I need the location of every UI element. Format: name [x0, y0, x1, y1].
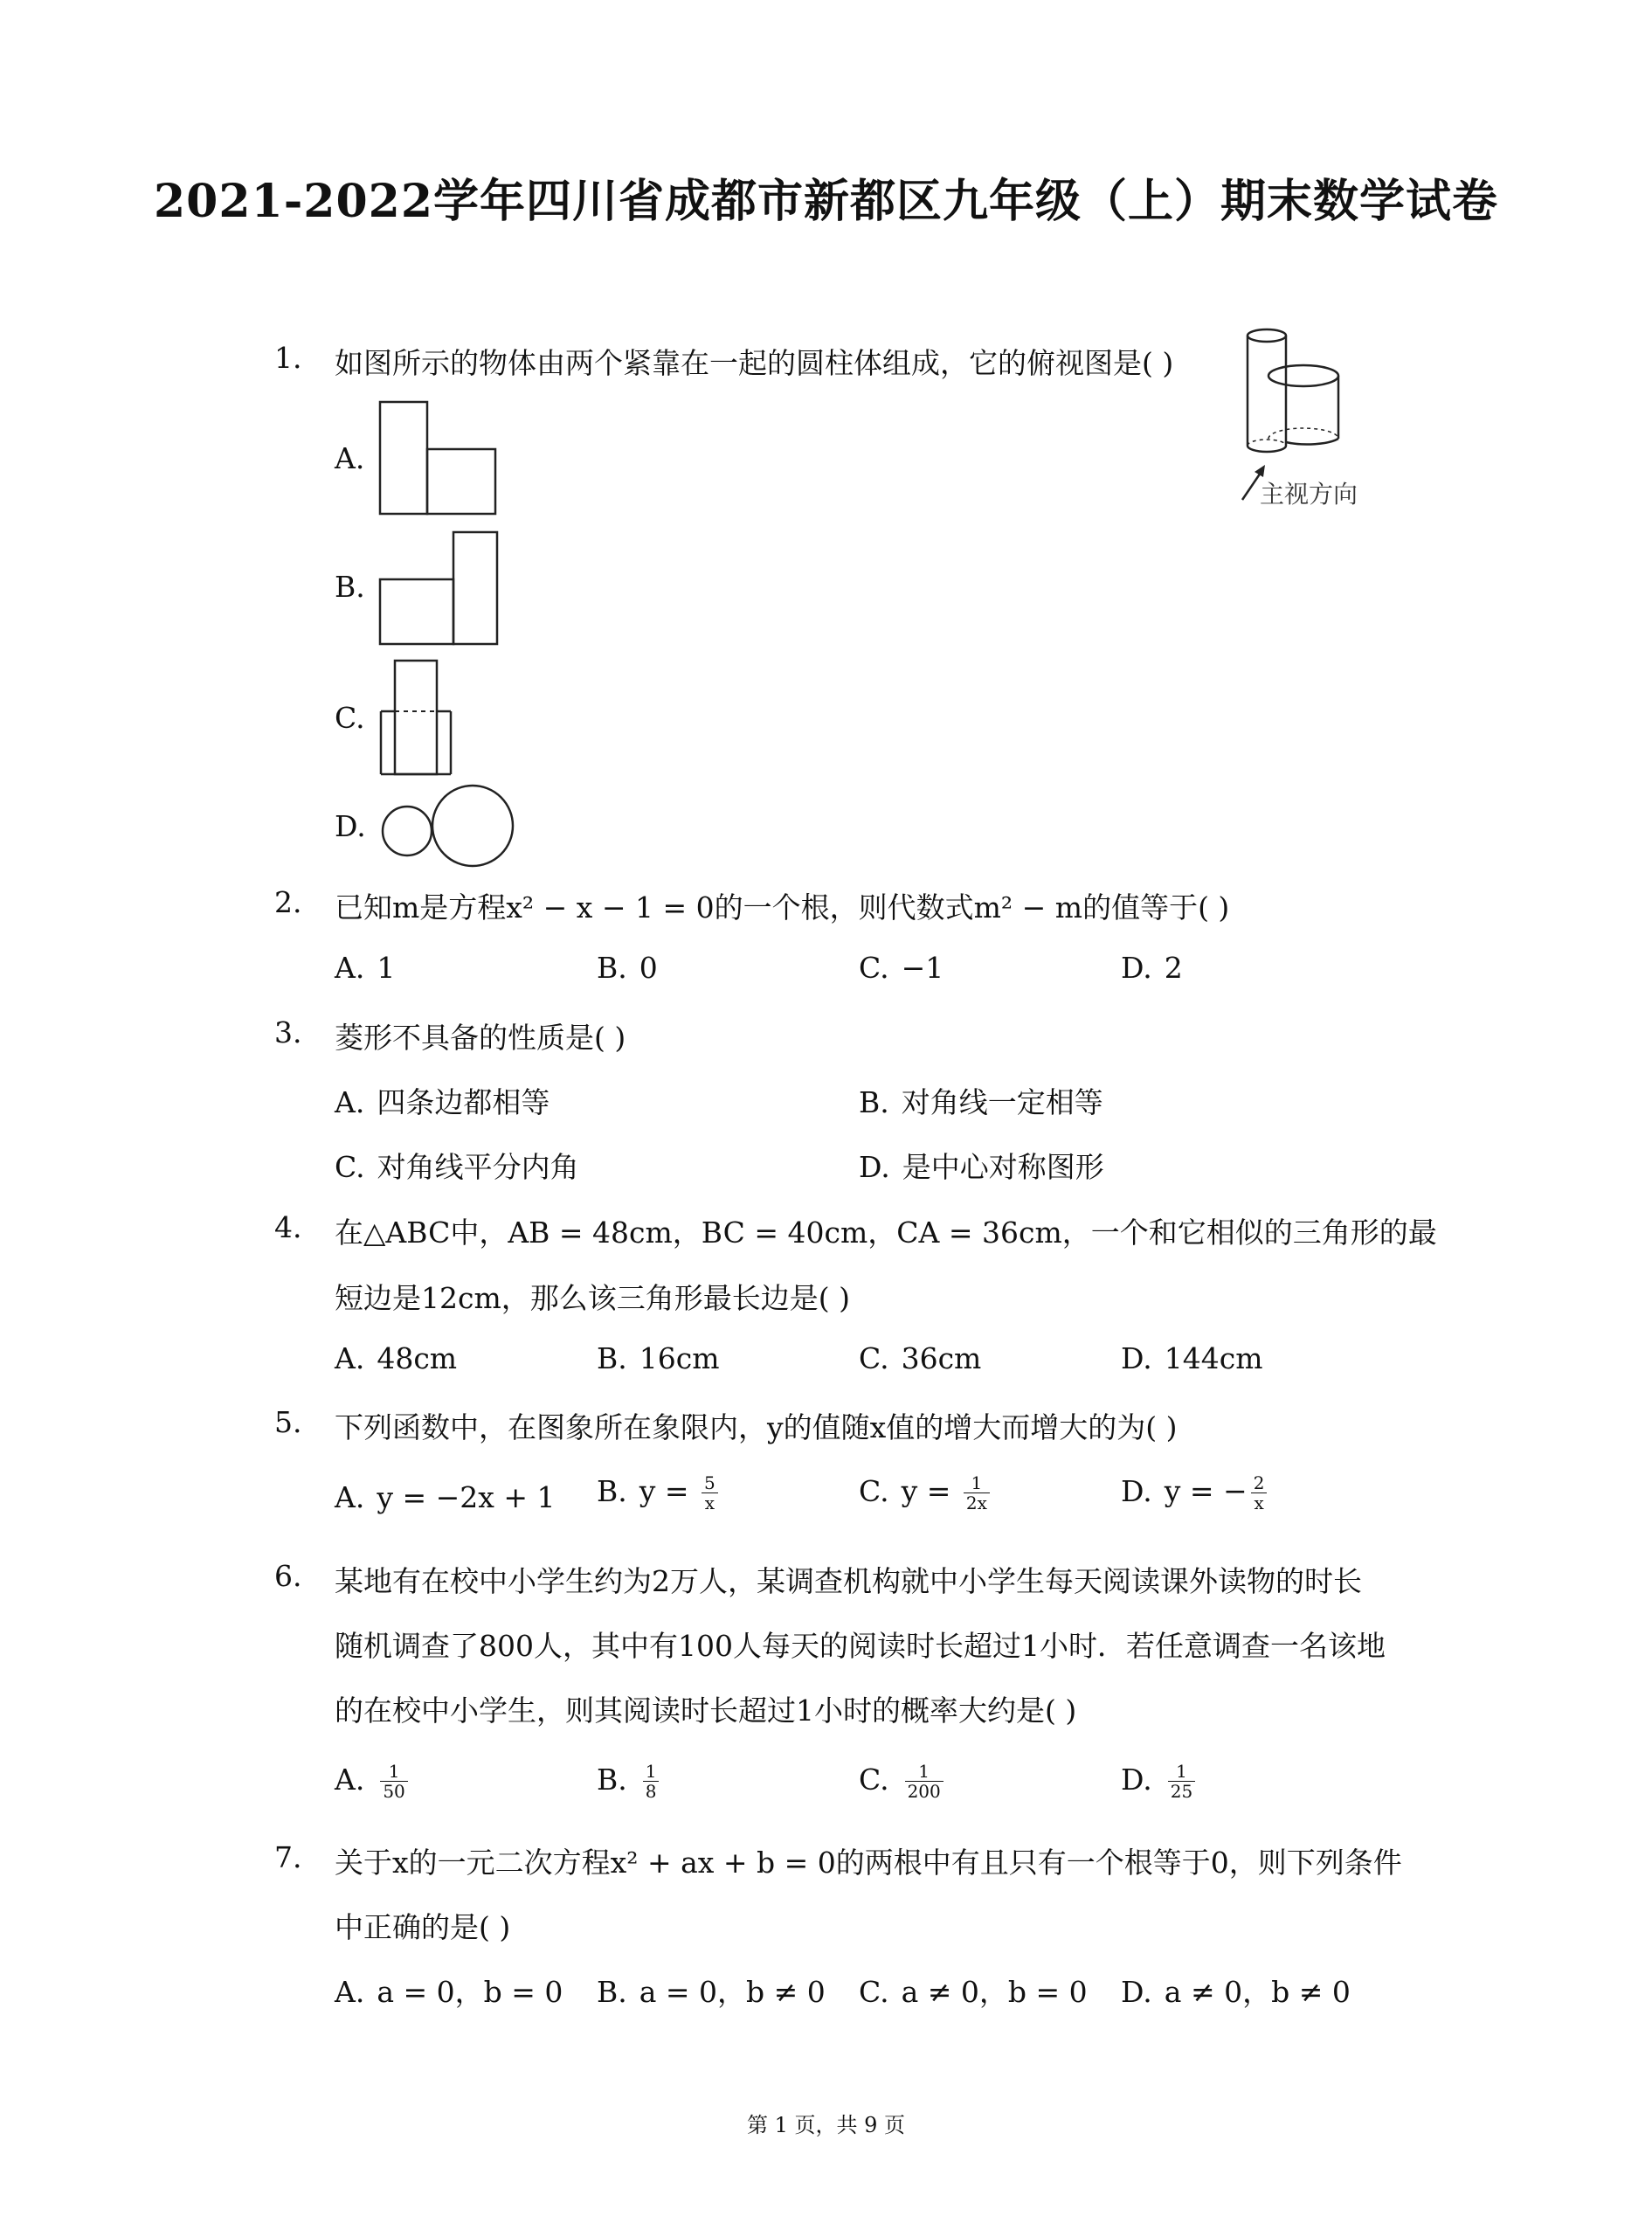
question-5-stem: 下列函数中，在图象所在象限内，y的值随x值的增大而增大的为( ) — [335, 1410, 1178, 1444]
question-4-option-c: C. 36cm — [859, 1341, 982, 1375]
question-4-option-a: A. 48cm — [335, 1341, 458, 1375]
fraction: $\frac{2}{x}$ — [1251, 1473, 1268, 1513]
question-7-option-d: D. a ≠ 0，b ≠ 0 — [1121, 1975, 1351, 2009]
question-1-option-d: D. — [335, 809, 366, 843]
question-2-option-c: C. −1 — [859, 951, 944, 985]
fraction: $\frac{5}{x}$ — [702, 1473, 718, 1513]
question-3-option-a: A. 四条边都相等 — [335, 1085, 550, 1119]
question-3-option-d: D. 是中心对称图形 — [859, 1150, 1104, 1184]
question-2-option-b: B. 0 — [597, 951, 658, 985]
question-7-option-b: B. a = 0，b ≠ 0 — [597, 1975, 826, 2009]
view-direction-label: 主视方向 — [1260, 480, 1358, 509]
question-7-option-a: A. a = 0，b = 0 — [335, 1975, 563, 2009]
fraction: $\frac{1}{50}$ — [380, 1762, 407, 1801]
question-6-option-b: B. $\frac{1}{8}$ — [597, 1762, 659, 1801]
question-3-number: 3. — [274, 1015, 302, 1049]
question-4-option-d: D. 144cm — [1121, 1341, 1263, 1375]
question-4-stem-line-2: 短边是12cm，那么该三角形最长边是( ) — [335, 1281, 851, 1315]
fraction: $\frac{1}{8}$ — [643, 1762, 660, 1801]
question-2-stem: 已知m是方程x² − x − 1 = 0的一个根，则代数式m² − m的值等于( ) — [335, 890, 1230, 925]
question-4-stem-line-1: 在△ABC中，AB = 48cm，BC = 40cm，CA = 36cm，一个和它相似的三角形的最 — [335, 1215, 1437, 1250]
option-a-figure — [377, 400, 500, 516]
question-1-option-c: C. — [335, 701, 365, 735]
option-d-figure — [377, 782, 517, 869]
question-2-number: 2. — [274, 885, 302, 919]
question-5-option-c: C. y = $\frac{1}{2x}$ — [859, 1473, 990, 1513]
page-title: 2021-2022学年四川省成都市新都区九年级（上）期末数学试卷 — [153, 175, 1499, 228]
question-2-option-a: A. 1 — [335, 951, 396, 985]
question-2-option-d: D. 2 — [1121, 951, 1183, 985]
question-1-number: 1. — [274, 341, 302, 375]
question-7-stem-line-1: 关于x的一元二次方程x² + ax + b = 0的两根中有且只有一个根等于0，则下列条件 — [335, 1846, 1402, 1880]
question-6-number: 6. — [274, 1559, 302, 1593]
fraction: $\frac{1}{200}$ — [905, 1762, 944, 1801]
option-c-figure — [377, 659, 465, 778]
question-4-option-b: B. 16cm — [597, 1341, 720, 1375]
question-3-stem: 菱形不具备的性质是( ) — [335, 1021, 626, 1055]
question-6-option-d: D. $\frac{1}{25}$ — [1121, 1762, 1195, 1801]
question-6-stem-line-1: 某地有在校中小学生约为2万人，某调查机构就中小学生每天阅读课外读物的时长 — [335, 1564, 1362, 1598]
page-footer: 第 1 页，共 9 页 — [746, 2113, 906, 2137]
question-1-option-a: A. — [335, 441, 365, 475]
question-5-option-d: D. y = − $\frac{2}{x}$ — [1121, 1473, 1267, 1513]
question-6-option-c: C. $\frac{1}{200}$ — [859, 1762, 944, 1801]
question-7-number: 7. — [274, 1840, 302, 1874]
question-1-figure — [1214, 323, 1398, 516]
option-b-figure — [377, 530, 500, 646]
question-5-number: 5. — [274, 1405, 302, 1439]
question-6-option-a: A. $\frac{1}{50}$ — [335, 1762, 408, 1801]
fraction: $\frac{1}{2x}$ — [964, 1473, 990, 1513]
question-5-option-a: A. y = −2x + 1 — [335, 1480, 556, 1514]
question-1-option-b: B. — [335, 570, 365, 604]
question-4-number: 4. — [274, 1210, 302, 1244]
fraction: $\frac{1}{25}$ — [1168, 1762, 1195, 1801]
question-6-stem-line-2: 随机调查了800人，其中有100人每天的阅读时长超过1小时．若任意调查一名该地 — [335, 1629, 1386, 1663]
question-3-option-c: C. 对角线平分内角 — [335, 1150, 579, 1184]
question-1-stem: 如图所示的物体由两个紧靠在一起的圆柱体组成，它的俯视图是( ) — [335, 346, 1174, 380]
question-5-option-b: B. y = $\frac{5}{x}$ — [597, 1473, 718, 1513]
question-3-option-b: B. 对角线一定相等 — [859, 1085, 1103, 1119]
question-7-stem-line-2: 中正确的是( ) — [335, 1910, 511, 1944]
question-7-option-c: C. a ≠ 0，b = 0 — [859, 1975, 1088, 2009]
question-6-stem-line-3: 的在校中小学生，则其阅读时长超过1小时的概率大约是( ) — [335, 1693, 1077, 1728]
